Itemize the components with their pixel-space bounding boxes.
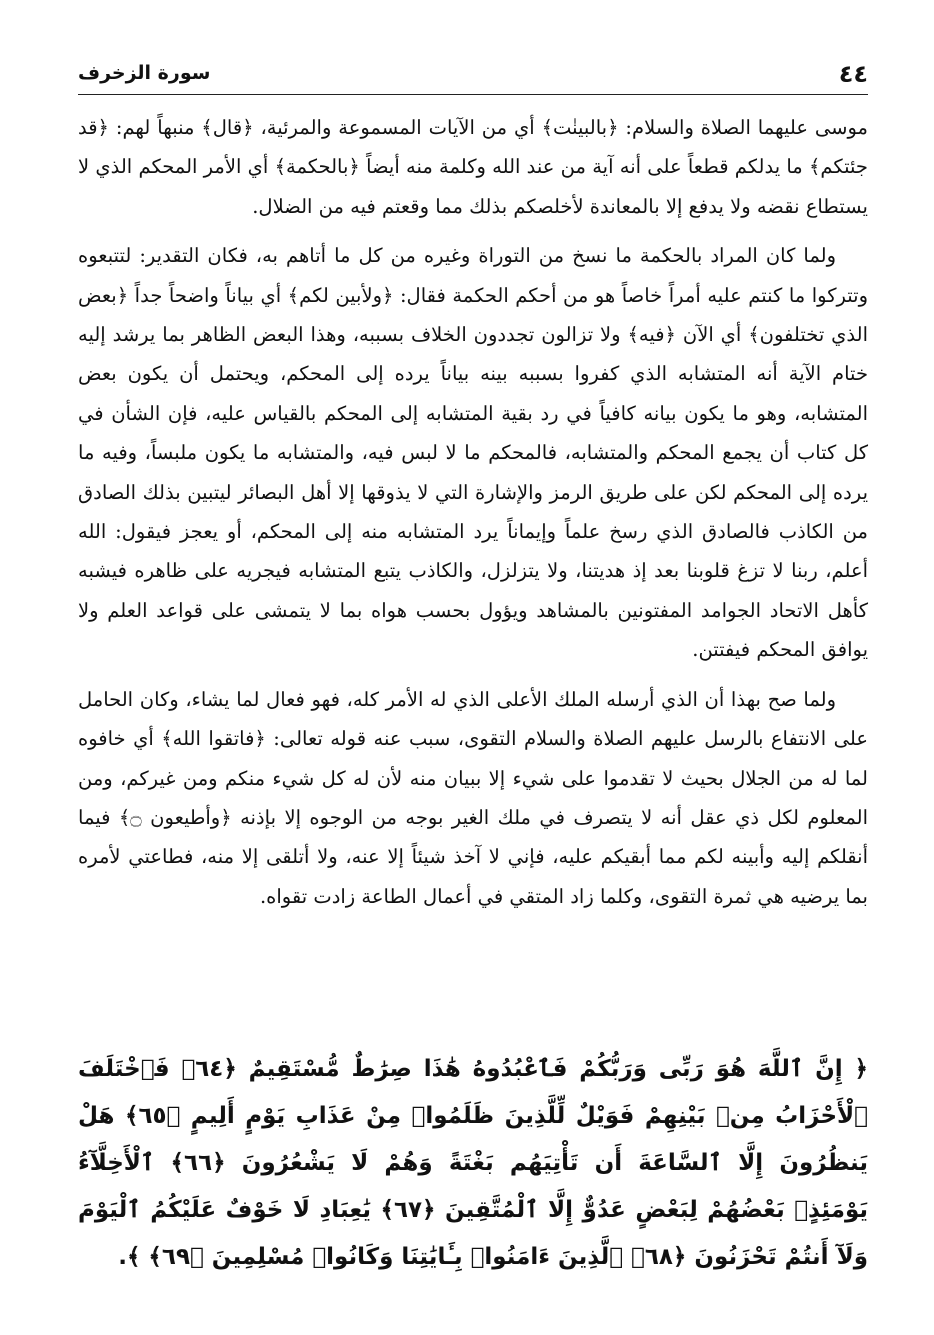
paragraph: موسى عليهما الصلاة والسلام: ﴿بالبينٰت﴾ أي من الآيات المسموعة والمرئية، ﴿قال﴾ منبهاً لهم: ﴿قد جئتكم﴾ ما يدلكم قطعاً على أنه آية من عند الله وكلمة منه أيضاً ﴿بالحكمة﴾ أي الأمر المحكم الذي لا يستطاع نقضه ولا يدفع إلا بالمعاندة لأخلصكم بذلك مما وقعتم فيه من الضلال. [78, 116, 868, 218]
page-header [78, 58, 868, 95]
paragraph: ولما صح بهذا أن الذي أرسله الملك الأعلى الذي له الأمر كله، فهو فعال لما يشاء، وكان الحامل على الانتفاع بالرسل عليهم الصلاة والسلام التقوى، سبب عنه قوله تعالى: ﴿فاتقوا الله﴾ أي خافوه لما له من الجلال بحيث لا تقدموا على شيء إلا ببيان منه لأن له كل شيء منكم ومن غيركم، ومن المعلوم لكل ذي عقل أنه لا يتصرف في ملك الغير بوجه من الوجوه إلا بإذنه ﴿وأطيعون ۝﴾ فيما أنقلكم إليه وأبينه لكم مما أبقيكم عليه، فإني لا آخذ شيئاً إلا عنه، ولا أتلقى إلا منه، فطاعتي لأمره بما يرضيه هي ثمرة التقوى، وكلما زاد المتقي في أعمال الطاعة زادت تقواه. [78, 687, 869, 908]
commentary-text [78, 108, 868, 926]
paragraph: ولما كان المراد بالحكمة ما نسخ من التوراة وغيره من كل ما أتاهم به، فكان التقدير: لتتبعوه وتتركوا ما كنتم عليه أمراً خاصاً هو من أحكم الحكمة فقال: ﴿ولأبين لكم﴾ أي بياناً واضحاً جداً ﴿بعض الذي تختلفون﴾ أي الآن ﴿فيه﴾ ولا تزالون تجددون الخلاف بسببه، وهذا البعض الظاهر بما يرشد إليه ختام الآية أنه المتشابه الذي كفروا بسببه بينه بياناً يرده إلى المحكم، ويحتمل أن يكون بعض المتشابه، وهو ما يكون بيانه كافياً في رد بقية المتشابه إلى المحكم بالقياس عليه، فإن الشأن في كل كتاب أن يجمع المحكم والمتشابه، فالمحكم ما لا لبس فيه، والمتشابه ما يكون ملبساً، وفيه ما يرده إلى المحكم لكن على طريق الرمز والإشارة التي لا يذوقها إلا أهل البصائر ليتبين بذلك الصادق من الكاذب فالصادق الذي رسخ علماً وإيماناً يرد المتشابه منه إلى المحكم، أو يعجز فيقول: الله أعلم، ربنا لا تزغ قلوبنا بعد إذ هديتنا، ولا يتزلزل، والكاذب يتبع المتشابه فيجريه على ظاهره فيشبه كأهل الاتحاد الجوامد المفتونين بالمشاهد ويؤول بحسب هواه بما لا يتمشى على قواعد العلم ولا يوافق المحكم فيفتتن. [78, 244, 868, 662]
surah-title: سورة الزخرف [78, 62, 211, 84]
page-number: ٤٤ [838, 60, 868, 88]
quran-verse-block: ﴿ إِنَّ ٱللَّهَ هُوَ رَبِّى وَرَبُّكُمْ فَٱعْبُدُوهُ هَٰذَا صِرَٰطٌ مُّسْتَقِيمٌ ﴿٦٤﴾ فَٱخْتَلَفَ ٱلْأَحْزَابُ مِنۢ بَيْنِهِمْ فَوَيْلٌ لِّلَّذِينَ ظَلَمُوا۟ مِنْ عَذَابِ يَوْمٍ أَلِيمٍ ﴿٦٥﴾ هَلْ يَنظُرُونَ إِلَّا ٱلسَّاعَةَ أَن تَأْتِيَهُم بَغْتَةً وَهُمْ لَا يَشْعُرُونَ ﴿٦٦﴾ ٱلْأَخِلَّآءُ يَوْمَئِذٍۭ بَعْضُهُمْ لِبَعْضٍ عَدُوٌّ إِلَّا ٱلْمُتَّقِينَ ﴿٦٧﴾ يَٰعِبَادِ لَا خَوْفٌ عَلَيْكُمُ ٱلْيَوْمَ وَلَآ أَنتُمْ تَحْزَنُونَ ﴿٦٨﴾ ٱلَّذِينَ ءَامَنُوا۟ بِـَٔايَٰتِنَا وَكَانُوا۟ مُسْلِمِينَ ﴿٦٩﴾ ﴾. [78, 1056, 869, 1270]
